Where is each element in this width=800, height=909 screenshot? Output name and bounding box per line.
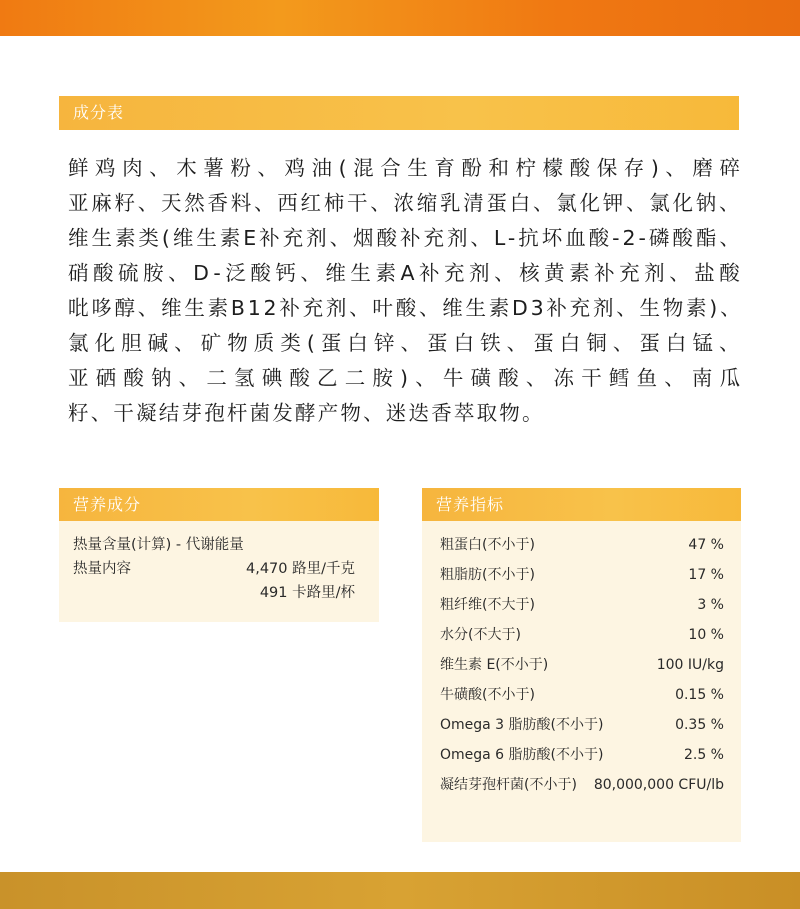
ingredients-line: 吡哆醇、维生素B12补充剂、叶酸、维生素D3补充剂、生物素)、	[68, 296, 744, 320]
ingredients-title: 成分表	[73, 103, 125, 122]
indicator-value: 10 %	[688, 627, 724, 643]
indicator-label: 水分(不大于)	[440, 627, 521, 643]
indicator-value: 0.15 %	[675, 687, 724, 703]
ingredients-line: 硝酸硫胺、D-泛酸钙、维生素A补充剂、核黄素补充剂、盐酸	[68, 261, 745, 285]
nutrition-profile-row	[73, 581, 373, 605]
nutrition-indicators-title: 营养指标	[436, 495, 505, 514]
nutrition-profile-title: 营养成分	[73, 495, 142, 514]
ingredients-text	[68, 151, 748, 431]
ingredients-line: 亚硒酸钠、二氢碘酸乙二胺)、牛磺酸、冻干鳕鱼、南瓜	[68, 366, 748, 390]
indicator-row	[440, 774, 728, 804]
indicator-value: 100 IU/kg	[656, 657, 724, 673]
nutrition-profile-panel	[59, 488, 379, 622]
ingredients-header	[59, 96, 739, 130]
indicator-row	[440, 594, 728, 624]
indicator-row	[440, 564, 728, 594]
indicator-row	[440, 744, 728, 774]
row-label: 热量含量(计算) - 代谢能量	[73, 537, 244, 553]
indicator-value: 2.5 %	[683, 747, 724, 763]
nutrition-profile-row	[73, 557, 373, 581]
indicator-value: 47 %	[688, 537, 724, 553]
bottom-decorative-band	[0, 872, 800, 909]
ingredients-line: 籽、干凝结芽孢杆菌发酵产物、迷迭香萃取物。	[68, 401, 545, 425]
indicator-label: Omega 6 脂肪酸(不小于)	[440, 747, 604, 763]
indicator-label: 维生素 E(不小于)	[440, 657, 549, 673]
indicator-value: 3 %	[697, 597, 724, 613]
nutrition-indicators-list	[440, 534, 728, 804]
row-value: 491 卡路里/杯	[259, 585, 355, 601]
nutrition-indicators-panel	[422, 488, 741, 842]
row-label: 热量内容	[73, 561, 131, 577]
indicator-value: 17 %	[688, 567, 724, 583]
indicator-label: 牛磺酸(不小于)	[440, 687, 535, 703]
nutrition-profile-list	[73, 533, 373, 605]
indicator-row	[440, 714, 728, 744]
indicator-value: 80,000,000 CFU/lb	[593, 777, 724, 793]
nutrition-profile-row	[73, 533, 373, 557]
indicator-label: Omega 3 脂肪酸(不小于)	[440, 717, 604, 733]
row-value: 4,470 路里/千克	[245, 561, 355, 577]
nutrition-indicators-header	[422, 488, 741, 521]
indicator-row	[440, 534, 728, 564]
indicator-row	[440, 624, 728, 654]
indicator-row	[440, 654, 728, 684]
indicator-label: 粗蛋白(不小于)	[440, 537, 535, 553]
ingredients-line: 维生素类(维生素E补充剂、烟酸补充剂、L-抗坏血酸-2-磷酸酯、	[68, 226, 743, 250]
ingredients-line: 鲜鸡肉、木薯粉、鸡油(混合生育酚和柠檬酸保存)、磨碎	[68, 156, 747, 180]
top-decorative-band	[0, 0, 800, 36]
ingredients-line: 亚麻籽、天然香料、西红柿干、浓缩乳清蛋白、氯化钾、氯化钠、	[68, 191, 743, 215]
nutrition-profile-header	[59, 488, 379, 521]
indicator-label: 凝结芽孢杆菌(不小于)	[440, 777, 577, 793]
indicator-row	[440, 684, 728, 714]
indicator-label: 粗脂肪(不小于)	[440, 567, 535, 583]
indicator-label: 粗纤维(不大于)	[440, 597, 535, 613]
ingredients-line: 氯化胆碱、矿物质类(蛋白锌、蛋白铁、蛋白铜、蛋白锰、	[68, 331, 746, 355]
indicator-value: 0.35 %	[675, 717, 724, 733]
